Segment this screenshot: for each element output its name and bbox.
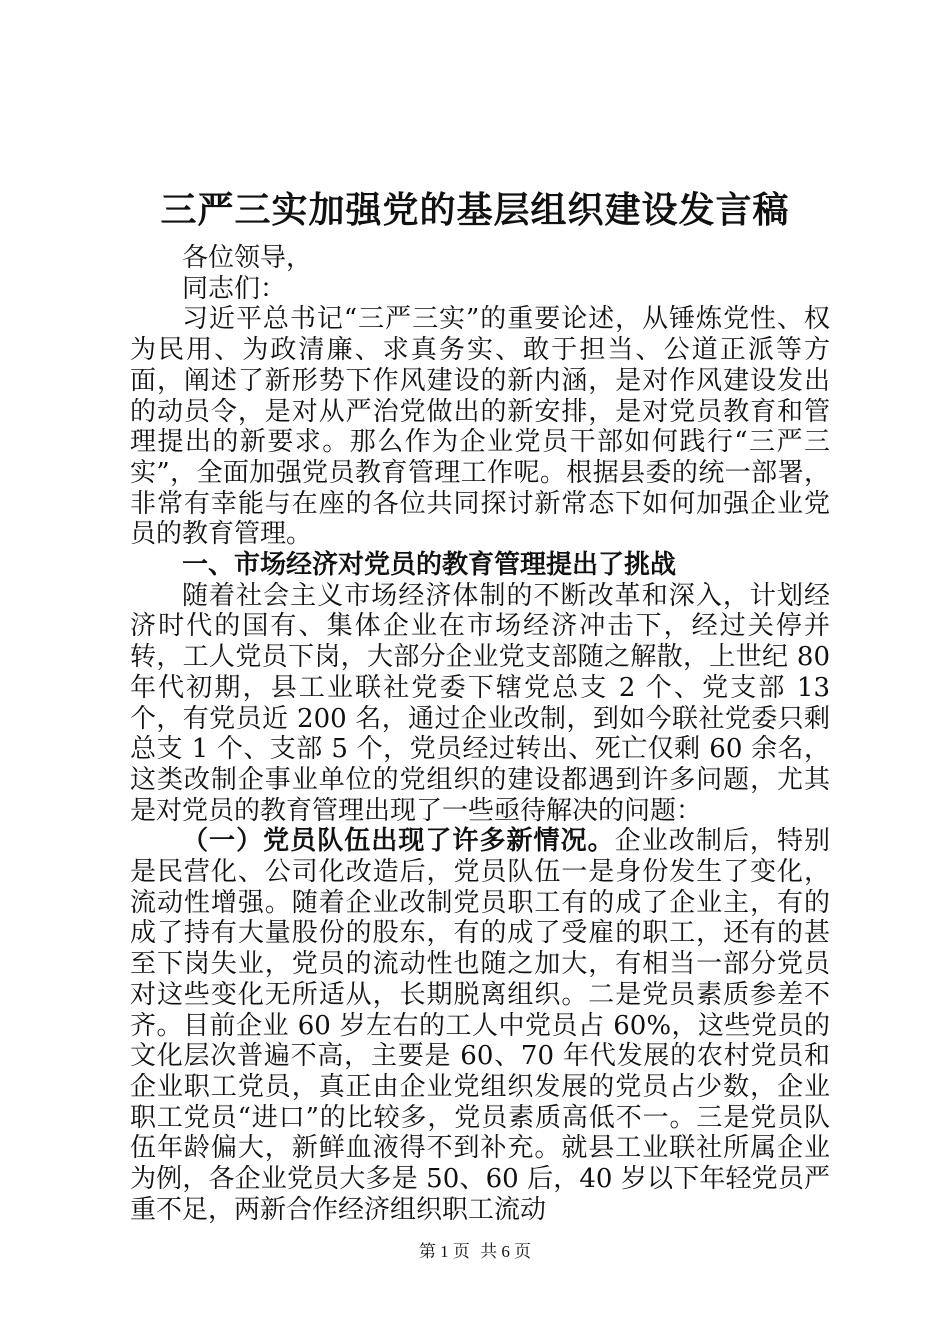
salutation-leaders: 各位领导， xyxy=(182,243,313,273)
page-number-total: 共 6 页 xyxy=(480,1242,532,1261)
page-number-current: 第 1 页 xyxy=(418,1242,470,1261)
subsection-1-text: 企业改制后，特别是民营化、公司化改造后，党员队伍一是身份发生了变化，流动性增强。随着企业改制党员职工有的成了企业主，有的成了持有大量股份的股东，有的成了受雇的职工，还有的甚至下岗失业，党员的流动性也随之加大，有相当一部分党员对这些变化无所适从，长期脱离组织。二是党员素质参差不齐。目前企业 60 岁左右的工人中党员占 60%，这些党员的文化层次普遍不高，主要是 60、70 年代发展的农村党员和企业职工党员，真正由企业党组织发展的党员占少数，企业职工党员“进口”的比较多，党员素质高低不一。三是党员队伍年龄偏大，新鲜血液得不到补充。就县工业联社所属企业为例，各企业党员大多是 50、60 后，40 岁以下年轻党员严重不足，两新合作经济组织职工流动 xyxy=(130,826,830,1225)
subsection-heading-1: （一）党员队伍出现了许多新情况。 xyxy=(182,826,615,857)
section-1-paragraph: 随着社会主义市场经济体制的不断改革和深入，计划经济时代的国有、集体企业在市场经济冲击下，经过关停并转，工人党员下岗，大部分企业党支部随之解散，上世纪 80 年代初期，县工业联社党委下辖党总支 2 个、党支部 13 个，有党员近 200 名，通过企业改制，到如今联社党委只剩总支 1 个、支部 5 个，党员经过转出、死亡仅剩 60 余名，这类改制企事业单位的党组织的建设都遇到许多问题，尤其是对党员的教育管理出现了一些亟待解决的问题： xyxy=(130,580,830,826)
subsection-1-paragraph xyxy=(130,826,830,1225)
salutation-comrades: 同志们： xyxy=(182,273,287,304)
section-heading-1: 一、市场经济对党员的教育管理提出了挑战 xyxy=(182,550,677,581)
page-footer xyxy=(0,1241,950,1263)
document-title: 三严三实加强党的基层组织建设发言稿 xyxy=(160,189,790,231)
intro-paragraph: 习近平总书记“三严三实”的重要论述，从锤炼党性、权为民用、为政清廉、求真务实、敢于担当、公道正派等方面，阐述了新形势下作风建设的新内涵，是对作风建设发出的动员令，是对从严治党做出的新安排，是对党员教育和管理提出的新要求。那么作为企业党员干部如何践行“三严三实”，全面加强党员教育管理工作呢。根据县委的统一部署，非常有幸能与在座的各位共同探讨新常态下如何加强企业党员的教育管理。 xyxy=(130,304,830,550)
document-body xyxy=(130,243,830,1226)
